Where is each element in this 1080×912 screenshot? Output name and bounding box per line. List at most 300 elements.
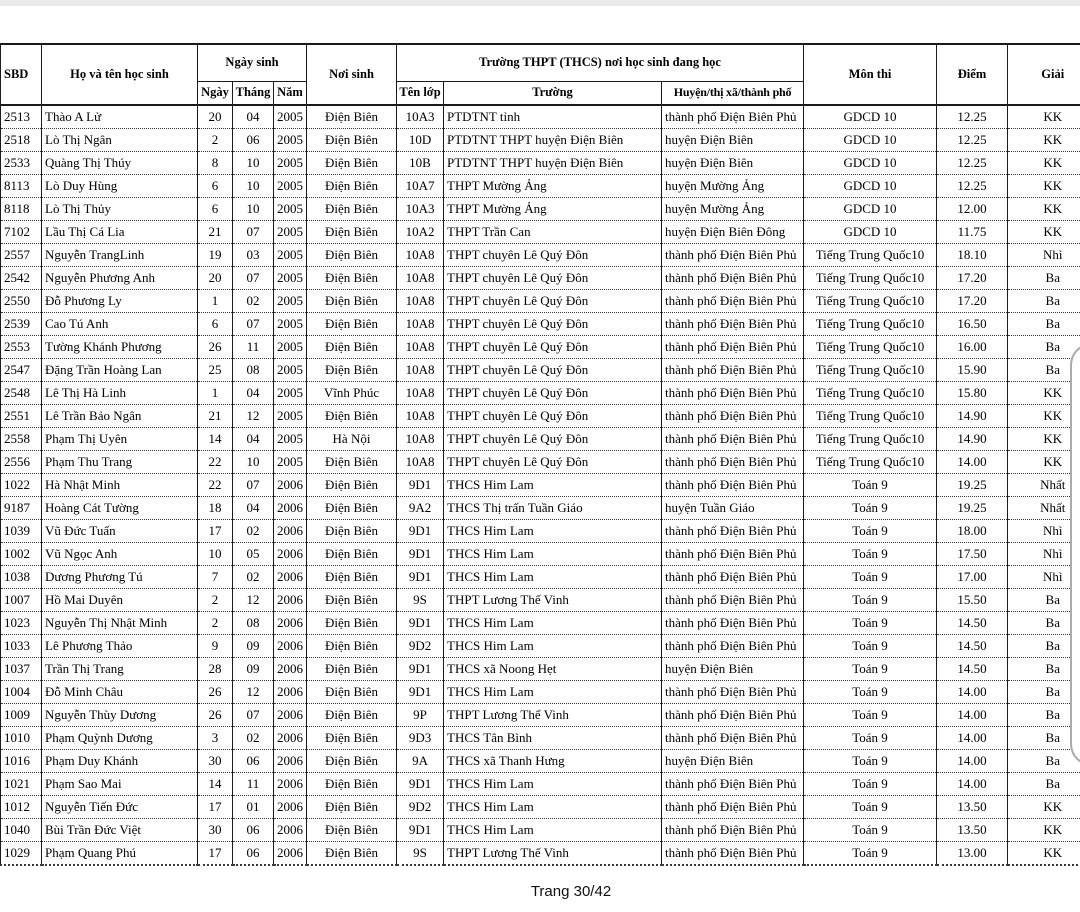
cell-name: Hoàng Cát Tường bbox=[42, 497, 198, 520]
cell-district: huyện Điện Biên bbox=[662, 129, 804, 152]
cell-sbd: 2518 bbox=[1, 129, 42, 152]
cell-prize: Nhì bbox=[1008, 244, 1080, 267]
cell-day: 28 bbox=[198, 658, 233, 681]
cell-prize: Ba bbox=[1008, 750, 1080, 773]
cell-prize: KK bbox=[1008, 796, 1080, 819]
cell-birthplace: Điện Biên bbox=[307, 313, 397, 336]
cell-name: Vũ Ngọc Anh bbox=[42, 543, 198, 566]
cell-day: 6 bbox=[198, 198, 233, 221]
col-header-prize: Giải bbox=[1008, 44, 1080, 105]
cell-class: 10A8 bbox=[397, 451, 444, 474]
cell-birthplace: Điện Biên bbox=[307, 405, 397, 428]
cell-subject: Toán 9 bbox=[804, 474, 937, 497]
cell-subject: Toán 9 bbox=[804, 842, 937, 866]
cell-name: Phạm Duy Khánh bbox=[42, 750, 198, 773]
cell-month: 07 bbox=[233, 221, 274, 244]
cell-sbd: 1038 bbox=[1, 566, 42, 589]
cell-month: 12 bbox=[233, 681, 274, 704]
cell-class: 10A3 bbox=[397, 105, 444, 129]
cell-day: 2 bbox=[198, 129, 233, 152]
cell-prize: KK bbox=[1008, 105, 1080, 129]
cell-prize: Nhất bbox=[1008, 497, 1080, 520]
cell-district: thành phố Điện Biên Phủ bbox=[662, 520, 804, 543]
cell-district: huyện Điện Biên bbox=[662, 750, 804, 773]
cell-day: 26 bbox=[198, 704, 233, 727]
cell-class: 10A8 bbox=[397, 267, 444, 290]
cell-name: Vũ Đức Tuấn bbox=[42, 520, 198, 543]
cell-name: Tường Khánh Phương bbox=[42, 336, 198, 359]
cell-day: 10 bbox=[198, 543, 233, 566]
cell-class: 10A2 bbox=[397, 221, 444, 244]
cell-district: thành phố Điện Biên Phủ bbox=[662, 589, 804, 612]
col-header-score: Điểm bbox=[937, 44, 1008, 105]
cell-class: 9P bbox=[397, 704, 444, 727]
cell-year: 2005 bbox=[274, 428, 307, 451]
cell-district: huyện Điện Biên bbox=[662, 152, 804, 175]
side-panel-handle[interactable] bbox=[1070, 343, 1080, 766]
cell-subject: Tiếng Trung Quốc10 bbox=[804, 405, 937, 428]
cell-district: thành phố Điện Biên Phủ bbox=[662, 428, 804, 451]
cell-month: 08 bbox=[233, 612, 274, 635]
cell-year: 2006 bbox=[274, 635, 307, 658]
cell-year: 2006 bbox=[274, 658, 307, 681]
col-header-year: Năm bbox=[274, 81, 307, 105]
table-row bbox=[1, 336, 1080, 359]
cell-school: THPT chuyên Lê Quý Đôn bbox=[444, 405, 662, 428]
cell-district: thành phố Điện Biên Phủ bbox=[662, 819, 804, 842]
col-header-birthdate-group: Ngày sinh bbox=[198, 44, 307, 81]
cell-day: 25 bbox=[198, 359, 233, 382]
cell-subject: GDCD 10 bbox=[804, 105, 937, 129]
cell-day: 17 bbox=[198, 520, 233, 543]
cell-year: 2006 bbox=[274, 497, 307, 520]
cell-sbd: 7102 bbox=[1, 221, 42, 244]
cell-day: 1 bbox=[198, 382, 233, 405]
cell-prize: KK bbox=[1008, 198, 1080, 221]
cell-month: 10 bbox=[233, 175, 274, 198]
col-header-birthplace: Nơi sinh bbox=[307, 44, 397, 105]
cell-sbd: 8118 bbox=[1, 198, 42, 221]
cell-name: Lò Thị Thủy bbox=[42, 198, 198, 221]
cell-class: 10A8 bbox=[397, 382, 444, 405]
cell-score: 16.00 bbox=[937, 336, 1008, 359]
cell-sbd: 2539 bbox=[1, 313, 42, 336]
cell-school: THPT Mường Ảng bbox=[444, 175, 662, 198]
table-row bbox=[1, 520, 1080, 543]
cell-birthplace: Điện Biên bbox=[307, 175, 397, 198]
cell-year: 2006 bbox=[274, 773, 307, 796]
table-row bbox=[1, 382, 1080, 405]
cell-sbd: 1033 bbox=[1, 635, 42, 658]
cell-day: 21 bbox=[198, 405, 233, 428]
table-row bbox=[1, 129, 1080, 152]
table-row bbox=[1, 313, 1080, 336]
cell-score: 14.00 bbox=[937, 750, 1008, 773]
cell-sbd: 8113 bbox=[1, 175, 42, 198]
table-row bbox=[1, 175, 1080, 198]
cell-year: 2006 bbox=[274, 750, 307, 773]
cell-birthplace: Điện Biên bbox=[307, 612, 397, 635]
cell-score: 19.25 bbox=[937, 497, 1008, 520]
cell-score: 11.75 bbox=[937, 221, 1008, 244]
cell-sbd: 1009 bbox=[1, 704, 42, 727]
cell-month: 06 bbox=[233, 819, 274, 842]
cell-school: THPT Lương Thế Vinh bbox=[444, 589, 662, 612]
cell-day: 14 bbox=[198, 428, 233, 451]
cell-school: THPT Mường Ảng bbox=[444, 198, 662, 221]
cell-prize: Ba bbox=[1008, 267, 1080, 290]
cell-birthplace: Điện Biên bbox=[307, 796, 397, 819]
cell-year: 2006 bbox=[274, 842, 307, 866]
cell-class: 9D1 bbox=[397, 612, 444, 635]
cell-day: 30 bbox=[198, 819, 233, 842]
col-header-subject: Môn thi bbox=[804, 44, 937, 105]
col-header-month: Tháng bbox=[233, 81, 274, 105]
cell-score: 14.50 bbox=[937, 658, 1008, 681]
cell-year: 2006 bbox=[274, 474, 307, 497]
cell-year: 2005 bbox=[274, 359, 307, 382]
table-row bbox=[1, 543, 1080, 566]
cell-district: thành phố Điện Biên Phủ bbox=[662, 336, 804, 359]
cell-birthplace: Điện Biên bbox=[307, 267, 397, 290]
cell-district: huyện Mường Ảng bbox=[662, 175, 804, 198]
cell-class: 9A bbox=[397, 750, 444, 773]
cell-month: 05 bbox=[233, 543, 274, 566]
cell-prize: Ba bbox=[1008, 658, 1080, 681]
cell-day: 2 bbox=[198, 589, 233, 612]
cell-birthplace: Điện Biên bbox=[307, 589, 397, 612]
cell-score: 18.00 bbox=[937, 520, 1008, 543]
cell-name: Phạm Quỳnh Dương bbox=[42, 727, 198, 750]
cell-district: huyện Tuần Giáo bbox=[662, 497, 804, 520]
cell-school: THCS Him Lam bbox=[444, 681, 662, 704]
cell-prize: KK bbox=[1008, 819, 1080, 842]
cell-district: huyện Điện Biên bbox=[662, 658, 804, 681]
cell-subject: Tiếng Trung Quốc10 bbox=[804, 244, 937, 267]
cell-birthplace: Điện Biên bbox=[307, 819, 397, 842]
cell-school: THPT chuyên Lê Quý Đôn bbox=[444, 451, 662, 474]
cell-school: THCS Him Lam bbox=[444, 566, 662, 589]
cell-month: 12 bbox=[233, 405, 274, 428]
cell-prize: KK bbox=[1008, 451, 1080, 474]
cell-class: 9D1 bbox=[397, 474, 444, 497]
table-row bbox=[1, 105, 1080, 129]
cell-subject: Tiếng Trung Quốc10 bbox=[804, 313, 937, 336]
cell-name: Lê Trần Bảo Ngân bbox=[42, 405, 198, 428]
cell-sbd: 2556 bbox=[1, 451, 42, 474]
cell-day: 22 bbox=[198, 474, 233, 497]
cell-subject: Toán 9 bbox=[804, 658, 937, 681]
cell-district: thành phố Điện Biên Phủ bbox=[662, 796, 804, 819]
cell-class: 10A8 bbox=[397, 244, 444, 267]
cell-prize: KK bbox=[1008, 129, 1080, 152]
cell-name: Lò Duy Hùng bbox=[42, 175, 198, 198]
cell-day: 9 bbox=[198, 635, 233, 658]
cell-year: 2006 bbox=[274, 566, 307, 589]
cell-day: 18 bbox=[198, 497, 233, 520]
cell-year: 2006 bbox=[274, 612, 307, 635]
cell-score: 14.00 bbox=[937, 681, 1008, 704]
cell-year: 2005 bbox=[274, 129, 307, 152]
cell-month: 03 bbox=[233, 244, 274, 267]
cell-score: 14.50 bbox=[937, 612, 1008, 635]
cell-prize: KK bbox=[1008, 428, 1080, 451]
cell-month: 07 bbox=[233, 267, 274, 290]
cell-subject: Toán 9 bbox=[804, 750, 937, 773]
cell-district: thành phố Điện Biên Phủ bbox=[662, 566, 804, 589]
cell-year: 2005 bbox=[274, 175, 307, 198]
cell-day: 17 bbox=[198, 842, 233, 866]
cell-prize: Ba bbox=[1008, 612, 1080, 635]
cell-day: 17 bbox=[198, 796, 233, 819]
cell-birthplace: Vĩnh Phúc bbox=[307, 382, 397, 405]
cell-year: 2005 bbox=[274, 336, 307, 359]
cell-subject: Tiếng Trung Quốc10 bbox=[804, 267, 937, 290]
cell-month: 06 bbox=[233, 842, 274, 866]
col-header-day: Ngày bbox=[198, 81, 233, 105]
cell-subject: Toán 9 bbox=[804, 704, 937, 727]
cell-school: THPT Lương Thế Vinh bbox=[444, 842, 662, 866]
cell-score: 15.50 bbox=[937, 589, 1008, 612]
cell-prize: Ba bbox=[1008, 359, 1080, 382]
cell-month: 08 bbox=[233, 359, 274, 382]
cell-year: 2006 bbox=[274, 727, 307, 750]
table-row bbox=[1, 704, 1080, 727]
cell-score: 12.25 bbox=[937, 129, 1008, 152]
cell-score: 14.00 bbox=[937, 704, 1008, 727]
cell-day: 20 bbox=[198, 105, 233, 129]
table-row bbox=[1, 681, 1080, 704]
table-row bbox=[1, 244, 1080, 267]
cell-score: 16.50 bbox=[937, 313, 1008, 336]
results-table-container bbox=[0, 43, 1080, 866]
cell-district: thành phố Điện Biên Phủ bbox=[662, 727, 804, 750]
cell-score: 14.00 bbox=[937, 451, 1008, 474]
col-header-sbd: SBD bbox=[1, 44, 42, 105]
cell-month: 11 bbox=[233, 773, 274, 796]
cell-name: Phạm Quang Phú bbox=[42, 842, 198, 866]
cell-day: 30 bbox=[198, 750, 233, 773]
cell-class: 9D1 bbox=[397, 658, 444, 681]
cell-month: 12 bbox=[233, 589, 274, 612]
cell-month: 07 bbox=[233, 313, 274, 336]
table-header-row-1 bbox=[1, 44, 1080, 81]
cell-school: THPT chuyên Lê Quý Đôn bbox=[444, 359, 662, 382]
cell-prize: KK bbox=[1008, 175, 1080, 198]
cell-class: 10A8 bbox=[397, 405, 444, 428]
cell-school: THCS xã Thanh Hưng bbox=[444, 750, 662, 773]
cell-subject: Tiếng Trung Quốc10 bbox=[804, 290, 937, 313]
cell-name: Nguyễn Tiến Đức bbox=[42, 796, 198, 819]
cell-district: thành phố Điện Biên Phủ bbox=[662, 405, 804, 428]
cell-day: 19 bbox=[198, 244, 233, 267]
cell-sbd: 1010 bbox=[1, 727, 42, 750]
cell-sbd: 1012 bbox=[1, 796, 42, 819]
cell-district: huyện Mường Ảng bbox=[662, 198, 804, 221]
cell-class: 10A3 bbox=[397, 198, 444, 221]
cell-sbd: 2558 bbox=[1, 428, 42, 451]
cell-name: Thào A Lử bbox=[42, 105, 198, 129]
cell-prize: Nhì bbox=[1008, 520, 1080, 543]
cell-name: Phạm Sao Mai bbox=[42, 773, 198, 796]
cell-name: Hà Nhật Minh bbox=[42, 474, 198, 497]
cell-score: 13.50 bbox=[937, 819, 1008, 842]
cell-score: 19.25 bbox=[937, 474, 1008, 497]
cell-month: 09 bbox=[233, 635, 274, 658]
table-row bbox=[1, 359, 1080, 382]
cell-class: 10A8 bbox=[397, 313, 444, 336]
cell-score: 17.00 bbox=[937, 566, 1008, 589]
cell-subject: Toán 9 bbox=[804, 773, 937, 796]
cell-district: thành phố Điện Biên Phủ bbox=[662, 635, 804, 658]
table-row bbox=[1, 796, 1080, 819]
cell-sbd: 1016 bbox=[1, 750, 42, 773]
cell-day: 3 bbox=[198, 727, 233, 750]
cell-score: 13.50 bbox=[937, 796, 1008, 819]
cell-prize: Nhất bbox=[1008, 474, 1080, 497]
page-number: Trang 30/42 bbox=[530, 883, 612, 900]
table-row bbox=[1, 658, 1080, 681]
cell-birthplace: Điện Biên bbox=[307, 451, 397, 474]
cell-school: THPT chuyên Lê Quý Đôn bbox=[444, 382, 662, 405]
cell-year: 2005 bbox=[274, 221, 307, 244]
cell-name: Nguyễn TrangLinh bbox=[42, 244, 198, 267]
cell-class: 9A2 bbox=[397, 497, 444, 520]
cell-year: 2005 bbox=[274, 105, 307, 129]
cell-district: thành phố Điện Biên Phủ bbox=[662, 842, 804, 866]
cell-district: thành phố Điện Biên Phủ bbox=[662, 451, 804, 474]
cell-class: 9D1 bbox=[397, 566, 444, 589]
cell-name: Dương Phương Tú bbox=[42, 566, 198, 589]
cell-name: Lầu Thị Cá Lia bbox=[42, 221, 198, 244]
cell-class: 9D1 bbox=[397, 520, 444, 543]
cell-name: Phạm Thu Trang bbox=[42, 451, 198, 474]
cell-name: Nguyễn Thùy Dương bbox=[42, 704, 198, 727]
cell-class: 10D bbox=[397, 129, 444, 152]
cell-prize: Ba bbox=[1008, 290, 1080, 313]
cell-prize: KK bbox=[1008, 382, 1080, 405]
cell-subject: Toán 9 bbox=[804, 681, 937, 704]
cell-day: 6 bbox=[198, 313, 233, 336]
cell-year: 2006 bbox=[274, 796, 307, 819]
cell-class: 10B bbox=[397, 152, 444, 175]
table-row bbox=[1, 405, 1080, 428]
table-row bbox=[1, 221, 1080, 244]
cell-district: thành phố Điện Biên Phủ bbox=[662, 474, 804, 497]
cell-birthplace: Điện Biên bbox=[307, 727, 397, 750]
table-row bbox=[1, 773, 1080, 796]
cell-sbd: 1029 bbox=[1, 842, 42, 866]
cell-day: 14 bbox=[198, 773, 233, 796]
cell-sbd: 1007 bbox=[1, 589, 42, 612]
cell-subject: Tiếng Trung Quốc10 bbox=[804, 382, 937, 405]
cell-birthplace: Điện Biên bbox=[307, 290, 397, 313]
cell-month: 01 bbox=[233, 796, 274, 819]
cell-month: 09 bbox=[233, 658, 274, 681]
cell-prize: KK bbox=[1008, 842, 1080, 866]
window-top-bar bbox=[0, 0, 1080, 6]
cell-month: 02 bbox=[233, 290, 274, 313]
cell-school: PTDTNT THPT huyện Điện Biên bbox=[444, 152, 662, 175]
cell-school: THCS Him Lam bbox=[444, 474, 662, 497]
cell-birthplace: Điện Biên bbox=[307, 359, 397, 382]
cell-class: 9S bbox=[397, 589, 444, 612]
cell-score: 14.00 bbox=[937, 773, 1008, 796]
cell-class: 9S bbox=[397, 842, 444, 866]
cell-sbd: 1004 bbox=[1, 681, 42, 704]
cell-subject: Toán 9 bbox=[804, 635, 937, 658]
cell-subject: GDCD 10 bbox=[804, 152, 937, 175]
cell-sbd: 2553 bbox=[1, 336, 42, 359]
cell-birthplace: Điện Biên bbox=[307, 497, 397, 520]
cell-prize: Ba bbox=[1008, 727, 1080, 750]
cell-year: 2006 bbox=[274, 704, 307, 727]
cell-subject: Tiếng Trung Quốc10 bbox=[804, 428, 937, 451]
cell-sbd: 2547 bbox=[1, 359, 42, 382]
cell-birthplace: Điện Biên bbox=[307, 704, 397, 727]
cell-prize: Ba bbox=[1008, 704, 1080, 727]
cell-name: Nguyễn Phương Anh bbox=[42, 267, 198, 290]
cell-score: 12.25 bbox=[937, 175, 1008, 198]
table-row bbox=[1, 497, 1080, 520]
cell-birthplace: Điện Biên bbox=[307, 681, 397, 704]
cell-subject: Toán 9 bbox=[804, 520, 937, 543]
cell-sbd: 2533 bbox=[1, 152, 42, 175]
cell-sbd: 1023 bbox=[1, 612, 42, 635]
cell-sbd: 1022 bbox=[1, 474, 42, 497]
cell-school: THPT Trần Can bbox=[444, 221, 662, 244]
cell-subject: Tiếng Trung Quốc10 bbox=[804, 336, 937, 359]
cell-month: 02 bbox=[233, 520, 274, 543]
cell-school: PTDTNT THPT huyện Điện Biên bbox=[444, 129, 662, 152]
cell-school: THCS Him Lam bbox=[444, 819, 662, 842]
col-header-class: Tên lớp bbox=[397, 81, 444, 105]
cell-birthplace: Điện Biên bbox=[307, 105, 397, 129]
cell-birthplace: Điện Biên bbox=[307, 474, 397, 497]
cell-subject: Toán 9 bbox=[804, 612, 937, 635]
cell-year: 2006 bbox=[274, 819, 307, 842]
cell-year: 2005 bbox=[274, 267, 307, 290]
cell-month: 06 bbox=[233, 750, 274, 773]
cell-prize: Ba bbox=[1008, 336, 1080, 359]
cell-sbd: 1037 bbox=[1, 658, 42, 681]
cell-prize: Ba bbox=[1008, 635, 1080, 658]
cell-school: THPT Lương Thế Vinh bbox=[444, 704, 662, 727]
cell-prize: Nhì bbox=[1008, 543, 1080, 566]
table-row bbox=[1, 819, 1080, 842]
cell-district: thành phố Điện Biên Phủ bbox=[662, 773, 804, 796]
cell-day: 6 bbox=[198, 175, 233, 198]
cell-score: 17.50 bbox=[937, 543, 1008, 566]
cell-name: Đỗ Phương Ly bbox=[42, 290, 198, 313]
cell-day: 22 bbox=[198, 451, 233, 474]
cell-school: THPT chuyên Lê Quý Đôn bbox=[444, 336, 662, 359]
cell-sbd: 1039 bbox=[1, 520, 42, 543]
cell-name: Hồ Mai Duyên bbox=[42, 589, 198, 612]
cell-year: 2006 bbox=[274, 589, 307, 612]
cell-year: 2005 bbox=[274, 152, 307, 175]
cell-name: Quàng Thị Thúy bbox=[42, 152, 198, 175]
cell-subject: Toán 9 bbox=[804, 566, 937, 589]
cell-name: Trần Thị Trang bbox=[42, 658, 198, 681]
cell-class: 9D1 bbox=[397, 819, 444, 842]
cell-subject: GDCD 10 bbox=[804, 198, 937, 221]
cell-birthplace: Hà Nội bbox=[307, 428, 397, 451]
cell-day: 20 bbox=[198, 267, 233, 290]
results-table bbox=[0, 43, 1080, 866]
cell-sbd: 2548 bbox=[1, 382, 42, 405]
cell-year: 2005 bbox=[274, 198, 307, 221]
